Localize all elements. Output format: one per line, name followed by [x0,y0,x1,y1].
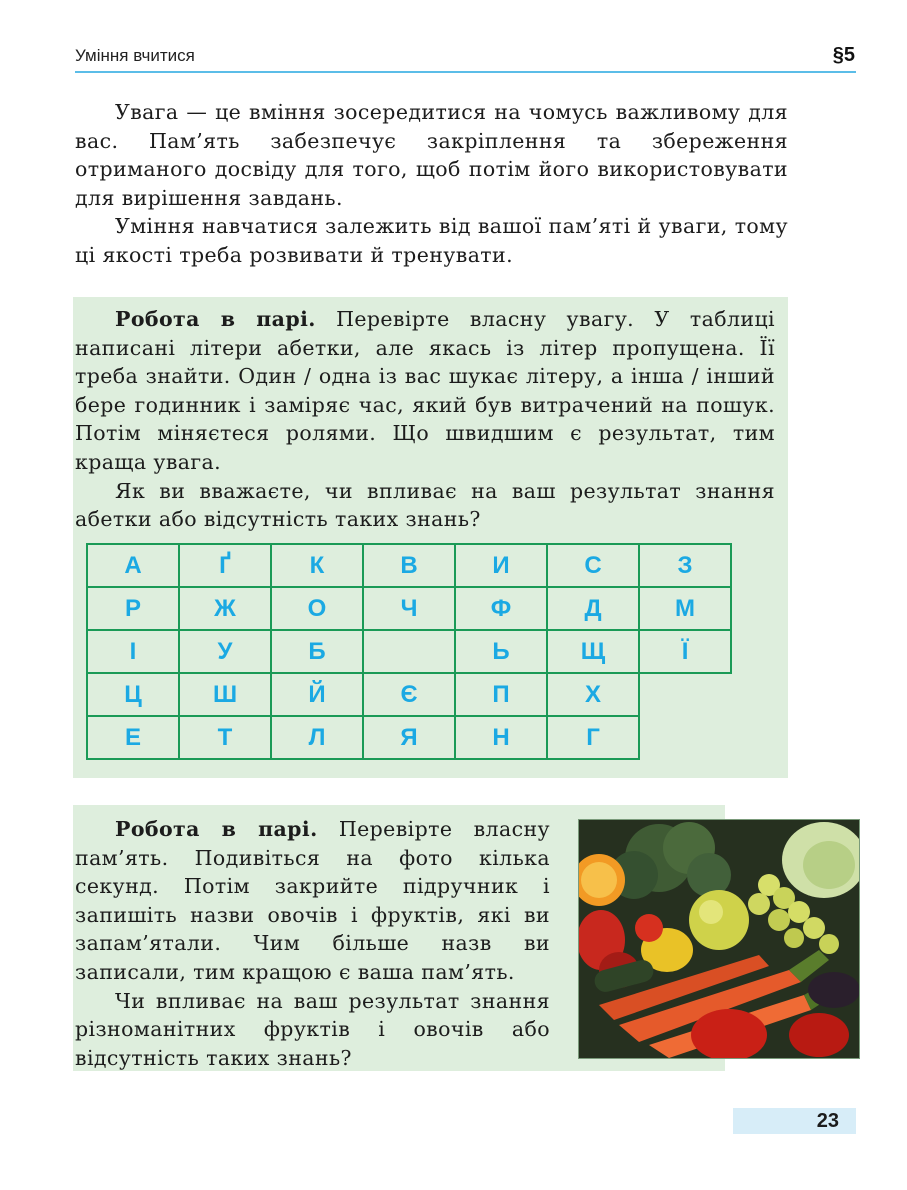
intro-text [75,98,788,270]
letter-cell: Н [455,716,547,759]
letter-cell: И [455,544,547,587]
letter-cell: Ї [639,630,731,673]
task2-lead: Робота в парі. [115,817,318,841]
task1-lead: Робота в парі. [115,307,316,331]
letter-cell: Б [271,630,363,673]
letter-grid [86,543,732,760]
letter-grid-row [87,587,731,630]
letter-grid-row [87,716,731,759]
letter-cell: Д [547,587,639,630]
letter-cell: А [87,544,179,587]
letter-cell: Й [271,673,363,716]
letter-cell: О [271,587,363,630]
page-number: 23 [816,1110,839,1132]
letter-cell: Ш [179,673,271,716]
letter-cell: Л [271,716,363,759]
letter-cell: Ж [179,587,271,630]
letter-cell: В [363,544,455,587]
letter-cell: Ч [363,587,455,630]
letter-cell: Е [87,716,179,759]
letter-cell: І [87,630,179,673]
letter-grid-row [87,544,731,587]
task1-paragraph-2: Як ви вважаєте, чи впливає на ваш результат знання абетки або відсутність таких знань? [75,478,775,532]
letter-grid-row [87,673,731,716]
task2-body: Перевірте власну пам’ять. Подивіться на фото кілька секунд. Потім закрийте підручник і запишіть назви овочів і фруктів, які ви запам’ятали. Чим більше назв ви записали, тим кращою є ваша пам’ять. [75,817,550,984]
intro-paragraph-1: Увага — це вміння зосередитися на чомусь важливому для вас. Пам’ять забезпечує закріплення та збереження отриманого досвіду для того, щоб потім його використовувати для вирішення завдань. [75,100,788,210]
empty-letter-cell [363,630,455,673]
letter-cell: Х [547,673,639,716]
task1-body: Перевірте власну увагу. У таблиці написані літери абетки, але якась із літер пропущена. Її треба знайти. Один / одна із вас шукає літеру, а інша / інший бере годинник і заміряє час, який був витрачений на пошук. Потім міняєтеся ролями. Що швидшим є результат, тим краща увага. [75,307,775,474]
letter-grid-row [87,630,731,673]
letter-cell: Ь [455,630,547,673]
section-number: §5 [832,44,855,66]
letter-cell: У [179,630,271,673]
letter-cell: Ф [455,587,547,630]
letter-cell: К [271,544,363,587]
task2-paragraph-2: Чи впливає на ваш результат знання різноманітних фруктів і овочів або відсутність таких знань? [75,988,550,1070]
letter-cell: Я [363,716,455,759]
letter-cell: З [639,544,731,587]
letter-cell: Ц [87,673,179,716]
grid-blank-space [639,673,731,716]
letter-cell: С [547,544,639,587]
task2-paragraph-1 [75,815,550,987]
vegetables-fruits-photo [578,819,860,1059]
letter-cell: М [639,587,731,630]
letter-cell: Р [87,587,179,630]
intro-paragraph-2: Уміння навчатися залежить від вашої пам’яті й уваги, тому ці якості треба розвивати й тренувати. [75,214,788,267]
letter-cell: П [455,673,547,716]
letter-cell: Ґ [179,544,271,587]
letter-cell: Т [179,716,271,759]
running-header-title: Уміння вчитися [75,46,195,65]
produce-illustration [579,820,859,1058]
letter-cell: Є [363,673,455,716]
letter-cell: Г [547,716,639,759]
letter-cell: Щ [547,630,639,673]
header-divider [75,71,856,73]
grid-blank-space [639,716,731,759]
task1-paragraph-1 [75,305,775,477]
